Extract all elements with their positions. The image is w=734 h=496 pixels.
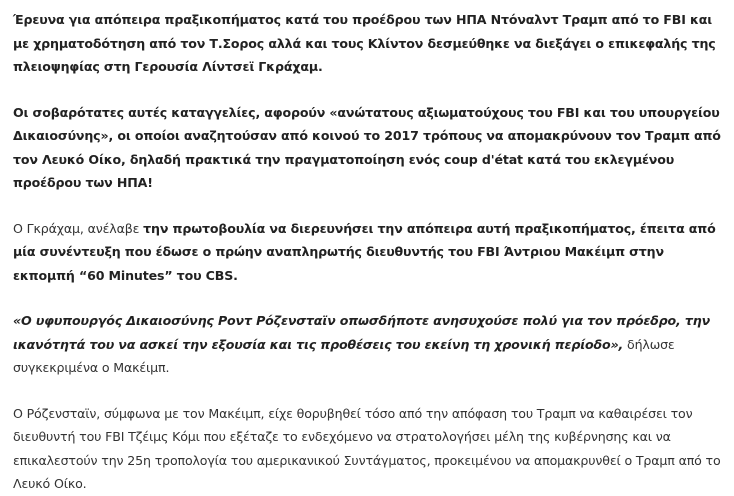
paragraph-allegations-text: Οι σοβαρότατες αυτές καταγγελίες, αφορούν «ανώτατους αξιωματούχους του FBI και του υπουργείου Δικαιοσύνης», οι οποίοι αναζητούσαν από κοινού το 2017 τρόπους να απομακρύνουν τον Τραμπ από τον Λευκό Οίκο, δηλαδή πρακτικά την πραγματοποίηση ενός coup d'état κατά του εκλεγμένου προέδρου των ΗΠΑ! bbox=[13, 104, 721, 190]
paragraph-intro bbox=[13, 8, 725, 79]
paragraph-graham-lead: Ο Γκράχαμ, ανέλαβε bbox=[13, 220, 144, 236]
quote-attribution: δήλωσε συγκεκριμένα ο Μακέιμπ. bbox=[13, 336, 675, 375]
paragraph-allegations bbox=[13, 101, 725, 195]
paragraph-graham-initiative bbox=[13, 217, 725, 288]
paragraph-graham-text: την πρωτοβουλία να διερευνήσει την απόπειρα αυτή πραξικοπήματος, έπειτα από μία συνέντευξη που έδωσε ο πρώην αναπληρωτής διευθυντής του FBI Άντριου Μακέιμπ στην εκπομπή “60 Minutes” του CBS. bbox=[13, 220, 716, 283]
paragraph-mccabe-quote bbox=[13, 309, 725, 380]
quote-text: «Ο υφυπουργός Δικαιοσύνης Ροντ Ρόζενσταϊν οπωσδήποτε ανησυχούσε πολύ για τον πρόεδρο, την ικανότητά του να ασκεί την εξουσία και τις προθέσεις του εκείνη τη χρονική περίοδο», bbox=[13, 313, 711, 352]
paragraph-rosenstein-text: Ο Ρόζενσταϊν, σύμφωνα με τον Μακέιμπ, είχε θορυβηθεί τόσο από την απόφαση του Τραμπ να καθαιρέσει τον διευθυντή του FBI Τζέιμς Κόμι που εξέταζε το ενδεχόμενο να στρατολογήσει μέλη της κυβέρνησης και να επικαλεστούν την 25η τροπολογία του αμερικανικού Συντάγματος, προκειμένου να απομακρυνθεί ο Τραμπ από το Λευκό Οίκο. bbox=[13, 405, 721, 491]
paragraph-rosenstein bbox=[13, 402, 725, 496]
paragraph-intro-text: Έρευνα για απόπειρα πραξικοπήματος κατά του προέδρου των ΗΠΑ Ντόναλντ Τραμπ από το FBI και με χρηματοδότηση από τον Τ.Σορος αλλά και τους Κλίντον δεσμεύθηκε να διεξάγει ο επικεφαλής της πλειοψηφίας στη Γερουσία Λίντσεϊ Γκράχαμ. bbox=[13, 12, 716, 74]
